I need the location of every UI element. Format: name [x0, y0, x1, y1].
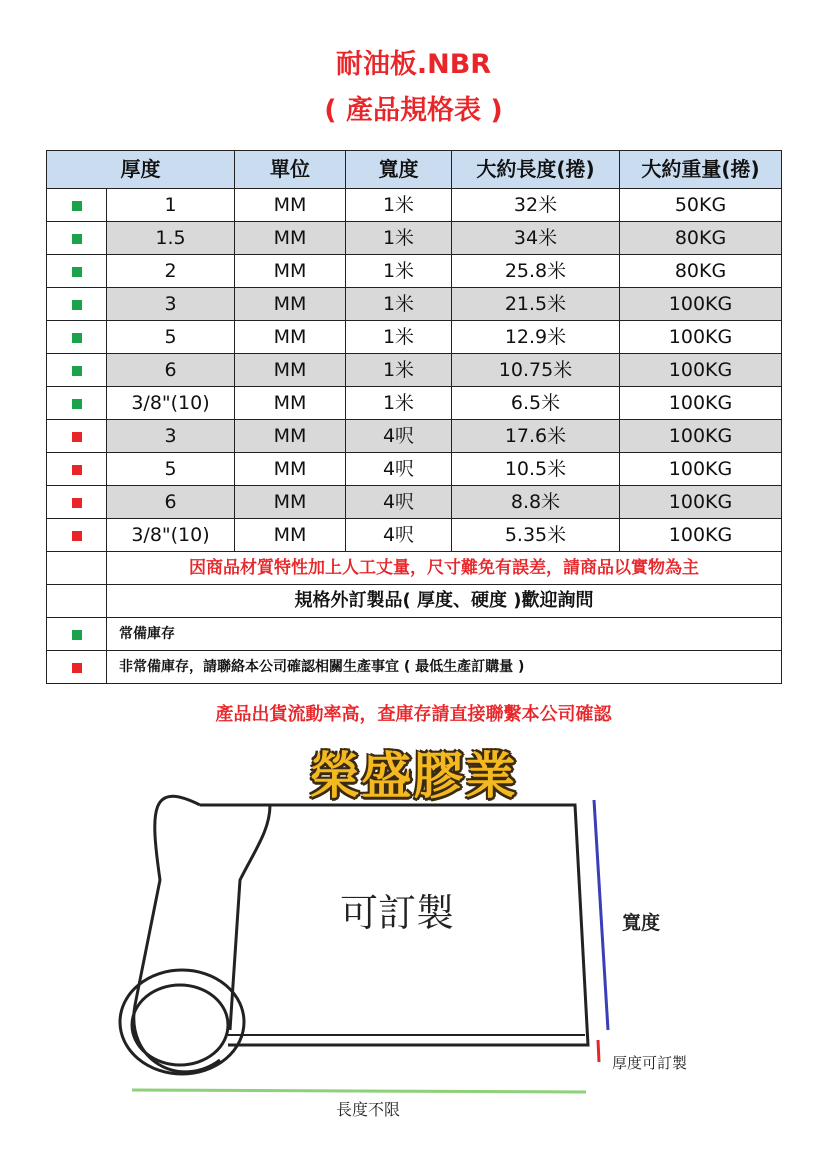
custom-note-text: 規格外訂製品( 厚度、硬度 )歡迎詢問 — [107, 585, 782, 618]
width-label: 寬度 — [622, 912, 661, 934]
cell-length: 17.6米 — [452, 420, 620, 453]
header-length: 大約長度(捲) — [452, 151, 620, 189]
disclaimer-text: 因商品材質特性加上人工丈量，尺寸難免有誤差，請商品以實物為主 — [107, 552, 782, 585]
header-unit: 單位 — [235, 151, 346, 189]
legend-row-not-in-stock — [47, 651, 782, 684]
header-width: 寬度 — [346, 151, 452, 189]
cell-unit: MM — [235, 420, 346, 453]
cell-width: 4呎 — [346, 519, 452, 552]
green-square-icon — [72, 234, 82, 244]
table-row — [47, 222, 782, 255]
cell-length: 32米 — [452, 189, 620, 222]
cell-unit: MM — [235, 486, 346, 519]
cell-unit: MM — [235, 288, 346, 321]
cell-unit: MM — [235, 189, 346, 222]
table-row — [47, 420, 782, 453]
page-subtitle: ( 產品規格表 ) — [324, 95, 503, 126]
cell-width: 1米 — [346, 387, 452, 420]
spec-table — [46, 150, 782, 684]
green-square-icon — [72, 366, 82, 376]
cell-weight: 100KG — [620, 288, 782, 321]
table-row — [47, 519, 782, 552]
header-thickness: 厚度 — [47, 151, 235, 189]
table-row — [47, 321, 782, 354]
cell-weight: 100KG — [620, 354, 782, 387]
cell-width: 4呎 — [346, 486, 452, 519]
disclaimer-row — [47, 552, 782, 585]
green-square-icon — [72, 630, 82, 640]
cell-unit: MM — [235, 222, 346, 255]
cell-length: 34米 — [452, 222, 620, 255]
thickness-label: 厚度可訂製 — [612, 1054, 688, 1072]
cell-length: 10.75米 — [452, 354, 620, 387]
cell-width: 1米 — [346, 189, 452, 222]
legend-in-stock-text: 常備庫存 — [107, 618, 782, 651]
table-row — [47, 486, 782, 519]
cell-length: 5.35米 — [452, 519, 620, 552]
red-square-icon — [72, 432, 82, 442]
red-square-icon — [72, 465, 82, 475]
red-square-icon — [72, 531, 82, 541]
cell-weight: 80KG — [620, 255, 782, 288]
table-row — [47, 354, 782, 387]
green-square-icon — [72, 201, 82, 211]
cell-weight: 80KG — [620, 222, 782, 255]
table-row — [47, 387, 782, 420]
cell-thickness: 3/8"(10) — [107, 519, 235, 552]
cell-unit: MM — [235, 354, 346, 387]
cell-weight: 100KG — [620, 519, 782, 552]
cell-length: 21.5米 — [452, 288, 620, 321]
green-square-icon — [72, 399, 82, 409]
length-line — [132, 1090, 586, 1092]
cell-thickness: 5 — [107, 321, 235, 354]
legend-row-in-stock — [47, 618, 782, 651]
cell-weight: 100KG — [620, 387, 782, 420]
cell-length: 25.8米 — [452, 255, 620, 288]
cell-thickness: 6 — [107, 354, 235, 387]
stock-notice: 產品出貨流動率高，查庫存請直接聯繫本公司確認 — [215, 704, 612, 725]
cell-width: 1米 — [346, 222, 452, 255]
header-weight: 大約重量(捲) — [620, 151, 782, 189]
page-title: 耐油板.NBR — [335, 49, 492, 80]
cell-thickness: 6 — [107, 486, 235, 519]
green-square-icon — [72, 300, 82, 310]
cell-weight: 50KG — [620, 189, 782, 222]
cell-width: 1米 — [346, 288, 452, 321]
width-line — [594, 800, 608, 1030]
cell-width: 1米 — [346, 255, 452, 288]
cell-thickness: 3 — [107, 420, 235, 453]
table-row — [47, 288, 782, 321]
cell-unit: MM — [235, 387, 346, 420]
cell-thickness: 3/8"(10) — [107, 387, 235, 420]
cell-length: 12.9米 — [452, 321, 620, 354]
cell-unit: MM — [235, 453, 346, 486]
brand-logo: 榮盛膠業 — [309, 747, 518, 805]
cell-thickness: 2 — [107, 255, 235, 288]
cell-thickness: 3 — [107, 288, 235, 321]
cell-weight: 100KG — [620, 486, 782, 519]
green-square-icon — [72, 333, 82, 343]
table-row — [47, 189, 782, 222]
table-row — [47, 453, 782, 486]
cell-length: 8.8米 — [452, 486, 620, 519]
cell-thickness: 1.5 — [107, 222, 235, 255]
custom-note-row — [47, 585, 782, 618]
table-header-row — [47, 151, 782, 189]
cell-length: 10.5米 — [452, 453, 620, 486]
rubber-roll-diagram — [0, 760, 827, 1169]
thickness-line — [598, 1040, 599, 1062]
red-square-icon — [72, 663, 82, 673]
red-square-icon — [72, 498, 82, 508]
cell-unit: MM — [235, 519, 346, 552]
length-label: 長度不限 — [336, 1100, 401, 1119]
cell-width: 4呎 — [346, 420, 452, 453]
cell-unit: MM — [235, 321, 346, 354]
cell-width: 1米 — [346, 321, 452, 354]
cell-thickness: 1 — [107, 189, 235, 222]
cell-length: 6.5米 — [452, 387, 620, 420]
cell-weight: 100KG — [620, 453, 782, 486]
green-square-icon — [72, 267, 82, 277]
cell-unit: MM — [235, 255, 346, 288]
customizable-label: 可訂製 — [340, 891, 455, 935]
legend-not-in-stock-text: 非常備庫存，請聯絡本公司確認相關生產事宜 ( 最低生產訂購量 ) — [107, 651, 782, 684]
cell-thickness: 5 — [107, 453, 235, 486]
cell-weight: 100KG — [620, 420, 782, 453]
cell-width: 1米 — [346, 354, 452, 387]
table-row — [47, 255, 782, 288]
cell-weight: 100KG — [620, 321, 782, 354]
cell-width: 4呎 — [346, 453, 452, 486]
